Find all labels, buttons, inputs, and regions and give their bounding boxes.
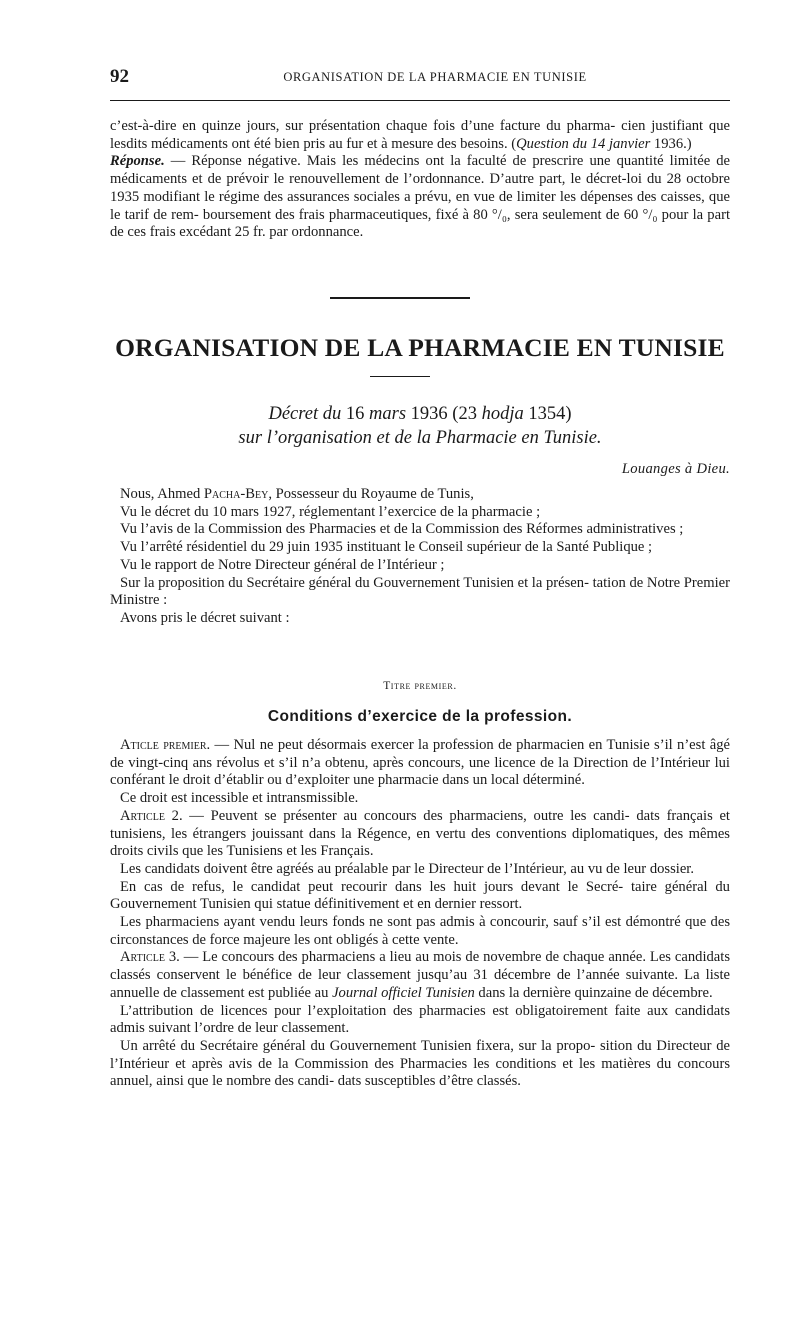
running-title: ORGANISATION DE LA PHARMACIE EN TUNISIE	[283, 70, 587, 84]
vu-paragraph: Vu l’avis de la Commission des Pharmacies et de la Commission des Réformes administratives ;	[120, 521, 684, 538]
article-3-label: Article 3.	[120, 949, 180, 966]
avons-paragraph: Avons pris le décret suivant :	[120, 609, 290, 626]
section-title: ORGANISATION DE LA PHARMACIE EN TUNISIE	[115, 333, 725, 362]
louanges-a-dieu: Louanges à Dieu.	[621, 461, 730, 477]
article-2-label: Article 2.	[120, 807, 183, 824]
article-3-paragraph: Article 3. — Le concours des pharmaciens a lieu au mois de novembre de chaque année. Les candidats classés conservent le bénéfice de leur classement jusqu’au 31 décembre de l’année suivante. La liste annuelle de classement est publiée au Journal officiel Tunisien dans la dernière quinzaine de décembre.	[110, 949, 731, 1001]
question-citation: Question du 14 janvier	[516, 135, 651, 152]
decree-line-1: Décret du 16 mars 1936 (23 hodja 1354)	[268, 404, 572, 424]
title-underline	[370, 376, 430, 377]
article-1-label: Aticle premier.	[120, 737, 211, 753]
page-number: 92	[110, 66, 129, 87]
titre-premier-heading: Conditions d’exercice de la profession.	[267, 708, 573, 725]
decree-heading	[110, 402, 730, 450]
nous-paragraph: Nous, Ahmed Pacha-Bey, Possesseur du Royaume de Tunis,	[120, 486, 474, 502]
header-rule	[110, 100, 730, 101]
text-line: c’est-à-dire en quinze jours, sur présentation chaque fois d’une facture du pharma- cien justifiant que lesdits médicaments ont été bien pris au fur et à mesure des besoins. (Question du 14 janvier 1936.)	[110, 118, 730, 152]
article-2-paragraph-3: En cas de refus, le candidat peut recourir dans les huit jours devant le Secré- taire général du Gouvernement Tunisien qui statue définitivement et en dernier ressort.	[110, 878, 730, 913]
section-separator	[330, 297, 470, 299]
titre-premier-label: Titre premier.	[383, 680, 457, 692]
article-1-paragraph-2: Ce droit est incessible et intransmissible.	[120, 790, 359, 807]
bey-name: Pacha-Bey	[203, 486, 269, 502]
journal-officiel: Journal officiel Tunisien	[332, 984, 475, 1001]
vu-paragraph: Vu le rapport de Notre Directeur général de l’Intérieur ;	[120, 556, 445, 573]
running-head	[110, 66, 730, 90]
previous-answer-block	[110, 118, 730, 242]
article-2-paragraph-4: Les pharmaciens ayant vendu leurs fonds ne sont pas admis à concourir, sauf s’il est démontré que des circonstances de force majeure les ont obligés à cette vente.	[110, 914, 731, 948]
reponse-label: Réponse.	[110, 153, 165, 170]
sur-paragraph: Sur la proposition du Secrétaire général du Gouvernement Tunisien et la présen- tation de Notre Premier Ministre :	[110, 574, 730, 609]
reponse-paragraph: Réponse. — Réponse négative. Mais les médecins ont la faculté de prescrire une quantité limitée de médicaments et de prévoir le renouvellement de l’ordonnance. D’autre part, le décret-loi du 28 octobre 1935 modifiant le régime des assurances sociales a prévu, en vue de limiter les dépenses des caisses, que le tarif de rem- boursement des frais pharmaceutiques, fixé à 80 °/₀, sera seulement de 60 °/₀ pour la part de ces frais excédant 25 fr. par ordonnance.	[110, 153, 731, 241]
preamble	[110, 486, 730, 628]
article-3-paragraph-2: L’attribution de licences pour l’exploitation des pharmacies est obligatoirement faite aux candidats admis suivant l’ordre de leur classement.	[110, 1002, 730, 1037]
vu-paragraph: Vu le décret du 10 mars 1927, réglementant l’exercice de la pharmacie ;	[120, 503, 541, 520]
decree-line-2: sur l’organisation et de la Pharmacie en Tunisie.	[238, 428, 602, 448]
articles-block	[110, 737, 730, 1091]
article-1-paragraph: Aticle premier. — Nul ne peut désormais exercer la profession de pharmacien en Tunisie s’il n’est âgé de vingt-cinq ans révolus et s’il n’a obtenu, après concours, une licence de la Direction de l’Intérieur lui conférant le droit d’établir ou d’exploiter une pharmacie dans un local déterminé.	[110, 737, 730, 789]
article-3-paragraph-3: Un arrêté du Secrétaire général du Gouvernement Tunisien fixera, sur la propo- sition du Directeur de l’Intérieur et après avis de la Commission des Pharmacies les conditions et les matières du concours annuel, ainsi que le nombre des candi- dats susceptibles d’être classés.	[110, 1037, 731, 1090]
article-2-paragraph-2: Les candidats doivent être agréés au préalable par le Directeur de l’Intérieur, au vu de leur dossier.	[120, 860, 695, 877]
vu-paragraph: Vu l’arrêté résidentiel du 29 juin 1935 instituant le Conseil supérieur de la Santé Publique ;	[120, 539, 653, 556]
article-2-paragraph: Article 2. — Peuvent se présenter au concours des pharmaciens, outre les candi- dats français et tunisiens, les étrangers jouissant dans la Régence, en vertu des conventions diplomatiques, des mêmes droits civils que les Tunisiens et les Français.	[110, 807, 730, 860]
